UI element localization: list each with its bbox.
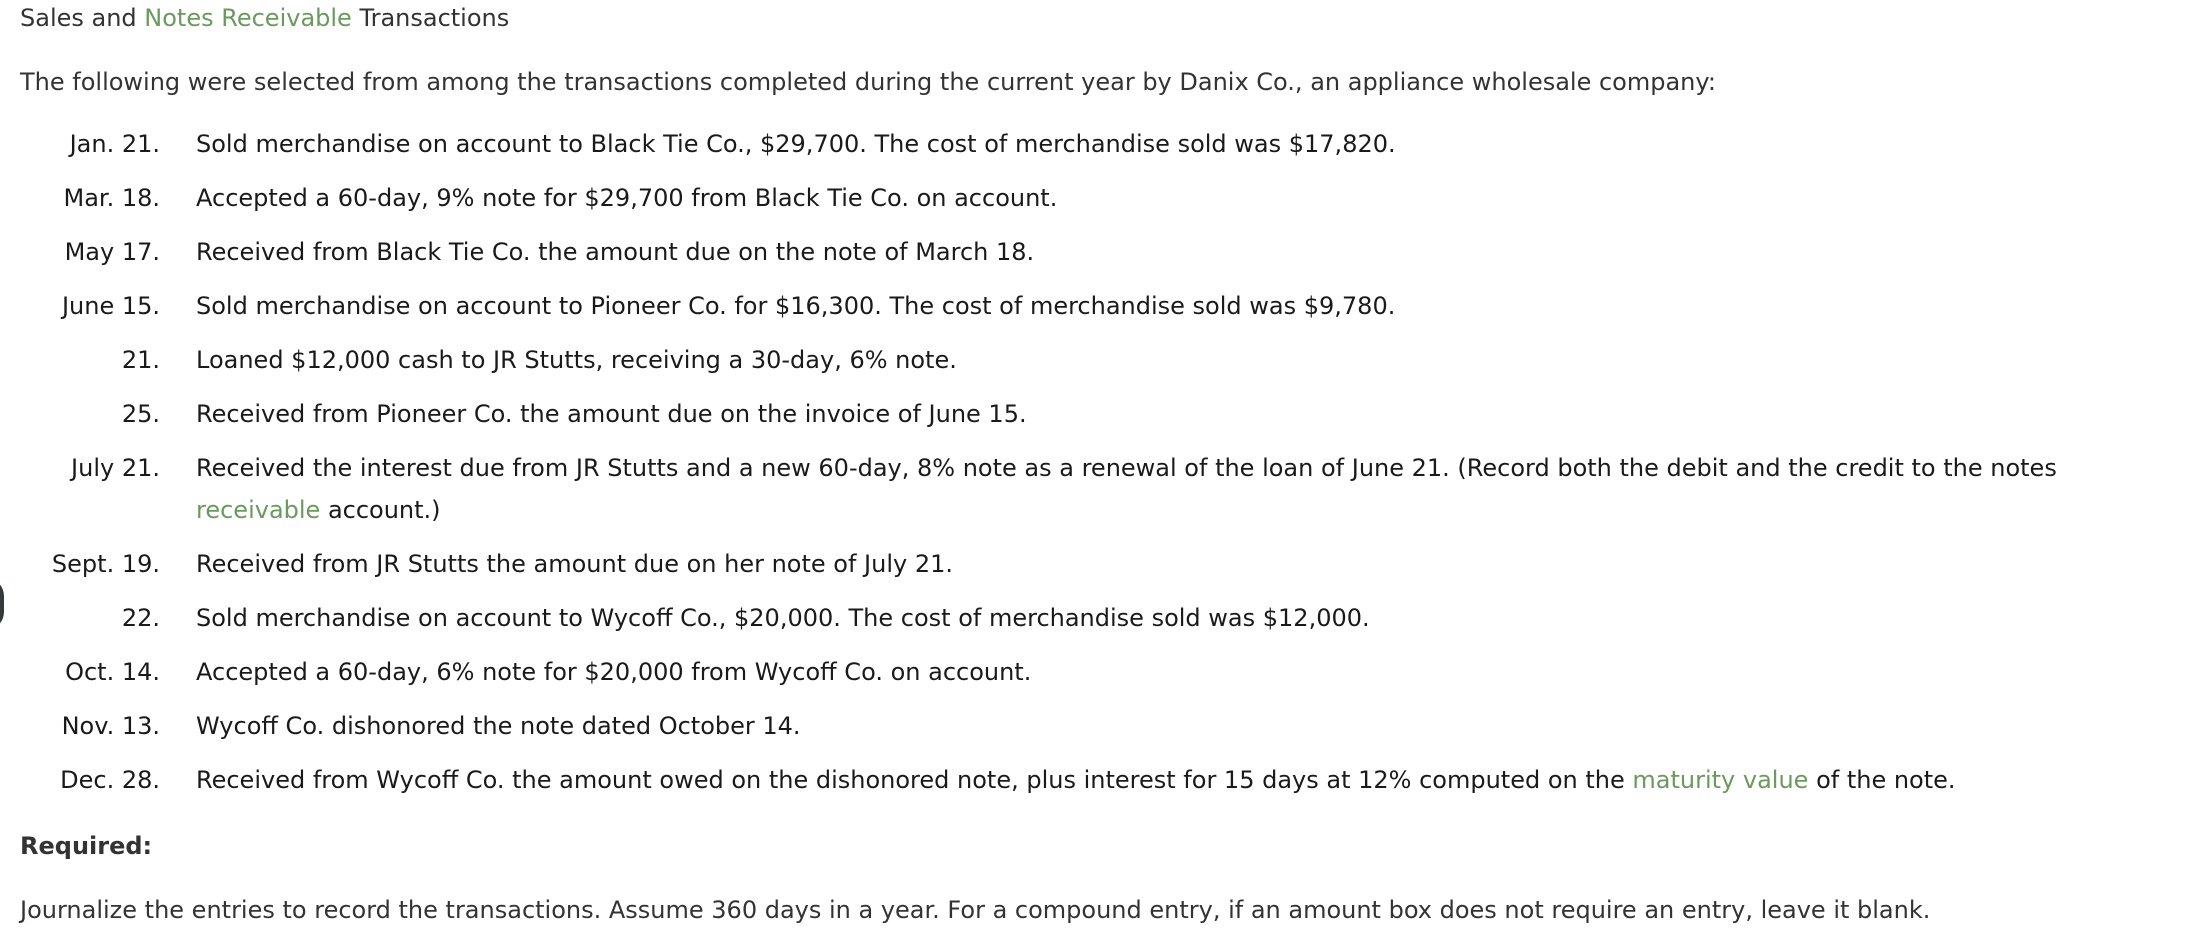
transaction-row [20, 285, 2170, 339]
transaction-row [20, 651, 2170, 705]
transaction-row [20, 447, 2170, 543]
transaction-date: 25. [121, 400, 160, 428]
title-suffix: Transactions [351, 4, 510, 32]
page-title [20, 4, 509, 32]
intro-text: The following were selected from among the transactions completed during the current year by Danix Co., an appliance wholesale company: [20, 68, 1716, 96]
side-panel-handle[interactable] [0, 578, 4, 630]
transaction-text: Received from Pioneer Co. the amount due on the invoice of June 15. [196, 400, 1027, 428]
transaction-text-after: of the note. [1808, 766, 1956, 794]
transaction-text: Sold merchandise on account to Wycoff Co., $20,000. The cost of merchandise sold was $12,000. [196, 604, 1370, 632]
transaction-date: June 15. [61, 292, 160, 320]
transaction-date: Jan. 21. [69, 130, 160, 158]
transaction-date: Sept. 19. [51, 550, 160, 578]
transaction-text: Accepted a 60-day, 6% note for $20,000 from Wycoff Co. on account. [196, 658, 1032, 686]
transaction-date: July 21. [71, 454, 160, 482]
transaction-date: Nov. 13. [61, 712, 160, 740]
transaction-text: Sold merchandise on account to Pioneer Co. for $16,300. The cost of merchandise sold was $9,780. [196, 292, 1396, 320]
maturity-value-link[interactable]: maturity value [1632, 766, 1809, 794]
transaction-row [20, 123, 2170, 177]
transaction-row [20, 597, 2170, 651]
transaction-row [20, 231, 2170, 285]
receivable-link[interactable]: receivable [196, 496, 321, 524]
transaction-text [196, 759, 2170, 801]
transaction-text-after: account.) [320, 496, 441, 524]
transaction-date: Dec. 28. [60, 766, 160, 794]
transaction-text: Received from Black Tie Co. the amount due on the note of March 18. [196, 238, 1035, 266]
transaction-date: May 17. [64, 238, 160, 266]
notes-receivable-link[interactable]: Notes Receivable [144, 4, 352, 32]
transaction-date: Mar. 18. [63, 184, 160, 212]
transaction-row [20, 177, 2170, 231]
transaction-text [196, 447, 2170, 531]
transaction-row [20, 705, 2170, 759]
transaction-text: Accepted a 60-day, 9% note for $29,700 from Black Tie Co. on account. [196, 184, 1058, 212]
transaction-text: Wycoff Co. dishonored the note dated October 14. [196, 712, 801, 740]
title-prefix: Sales and [20, 4, 145, 32]
instruction-text: Journalize the entries to record the transactions. Assume 360 days in a year. For a compound entry, if an amount box does not require an entry, leave it blank. [20, 896, 1931, 924]
required-label: Required: [20, 832, 153, 860]
transaction-row [20, 543, 2170, 597]
transaction-text: Received from JR Stutts the amount due on her note of July 21. [196, 550, 953, 578]
transaction-text-before: Received the interest due from JR Stutts and a new 60-day, 8% note as a renewal of the loan of June 21. (Record both the debit and the credit to the notes [196, 454, 2057, 482]
transaction-date: 22. [121, 604, 160, 632]
transaction-date: 21. [121, 346, 160, 374]
transaction-list [20, 123, 2170, 813]
transaction-text: Loaned $12,000 cash to JR Stutts, receiving a 30-day, 6% note. [196, 346, 957, 374]
transaction-row [20, 393, 2170, 447]
transaction-text: Sold merchandise on account to Black Tie Co., $29,700. The cost of merchandise sold was $17,820. [196, 130, 1396, 158]
transaction-text-before: Received from Wycoff Co. the amount owed on the dishonored note, plus interest for 15 days at 12% computed on the [196, 766, 1633, 794]
transaction-date: Oct. 14. [65, 658, 160, 686]
transaction-row [20, 339, 2170, 393]
transaction-row [20, 759, 2170, 813]
